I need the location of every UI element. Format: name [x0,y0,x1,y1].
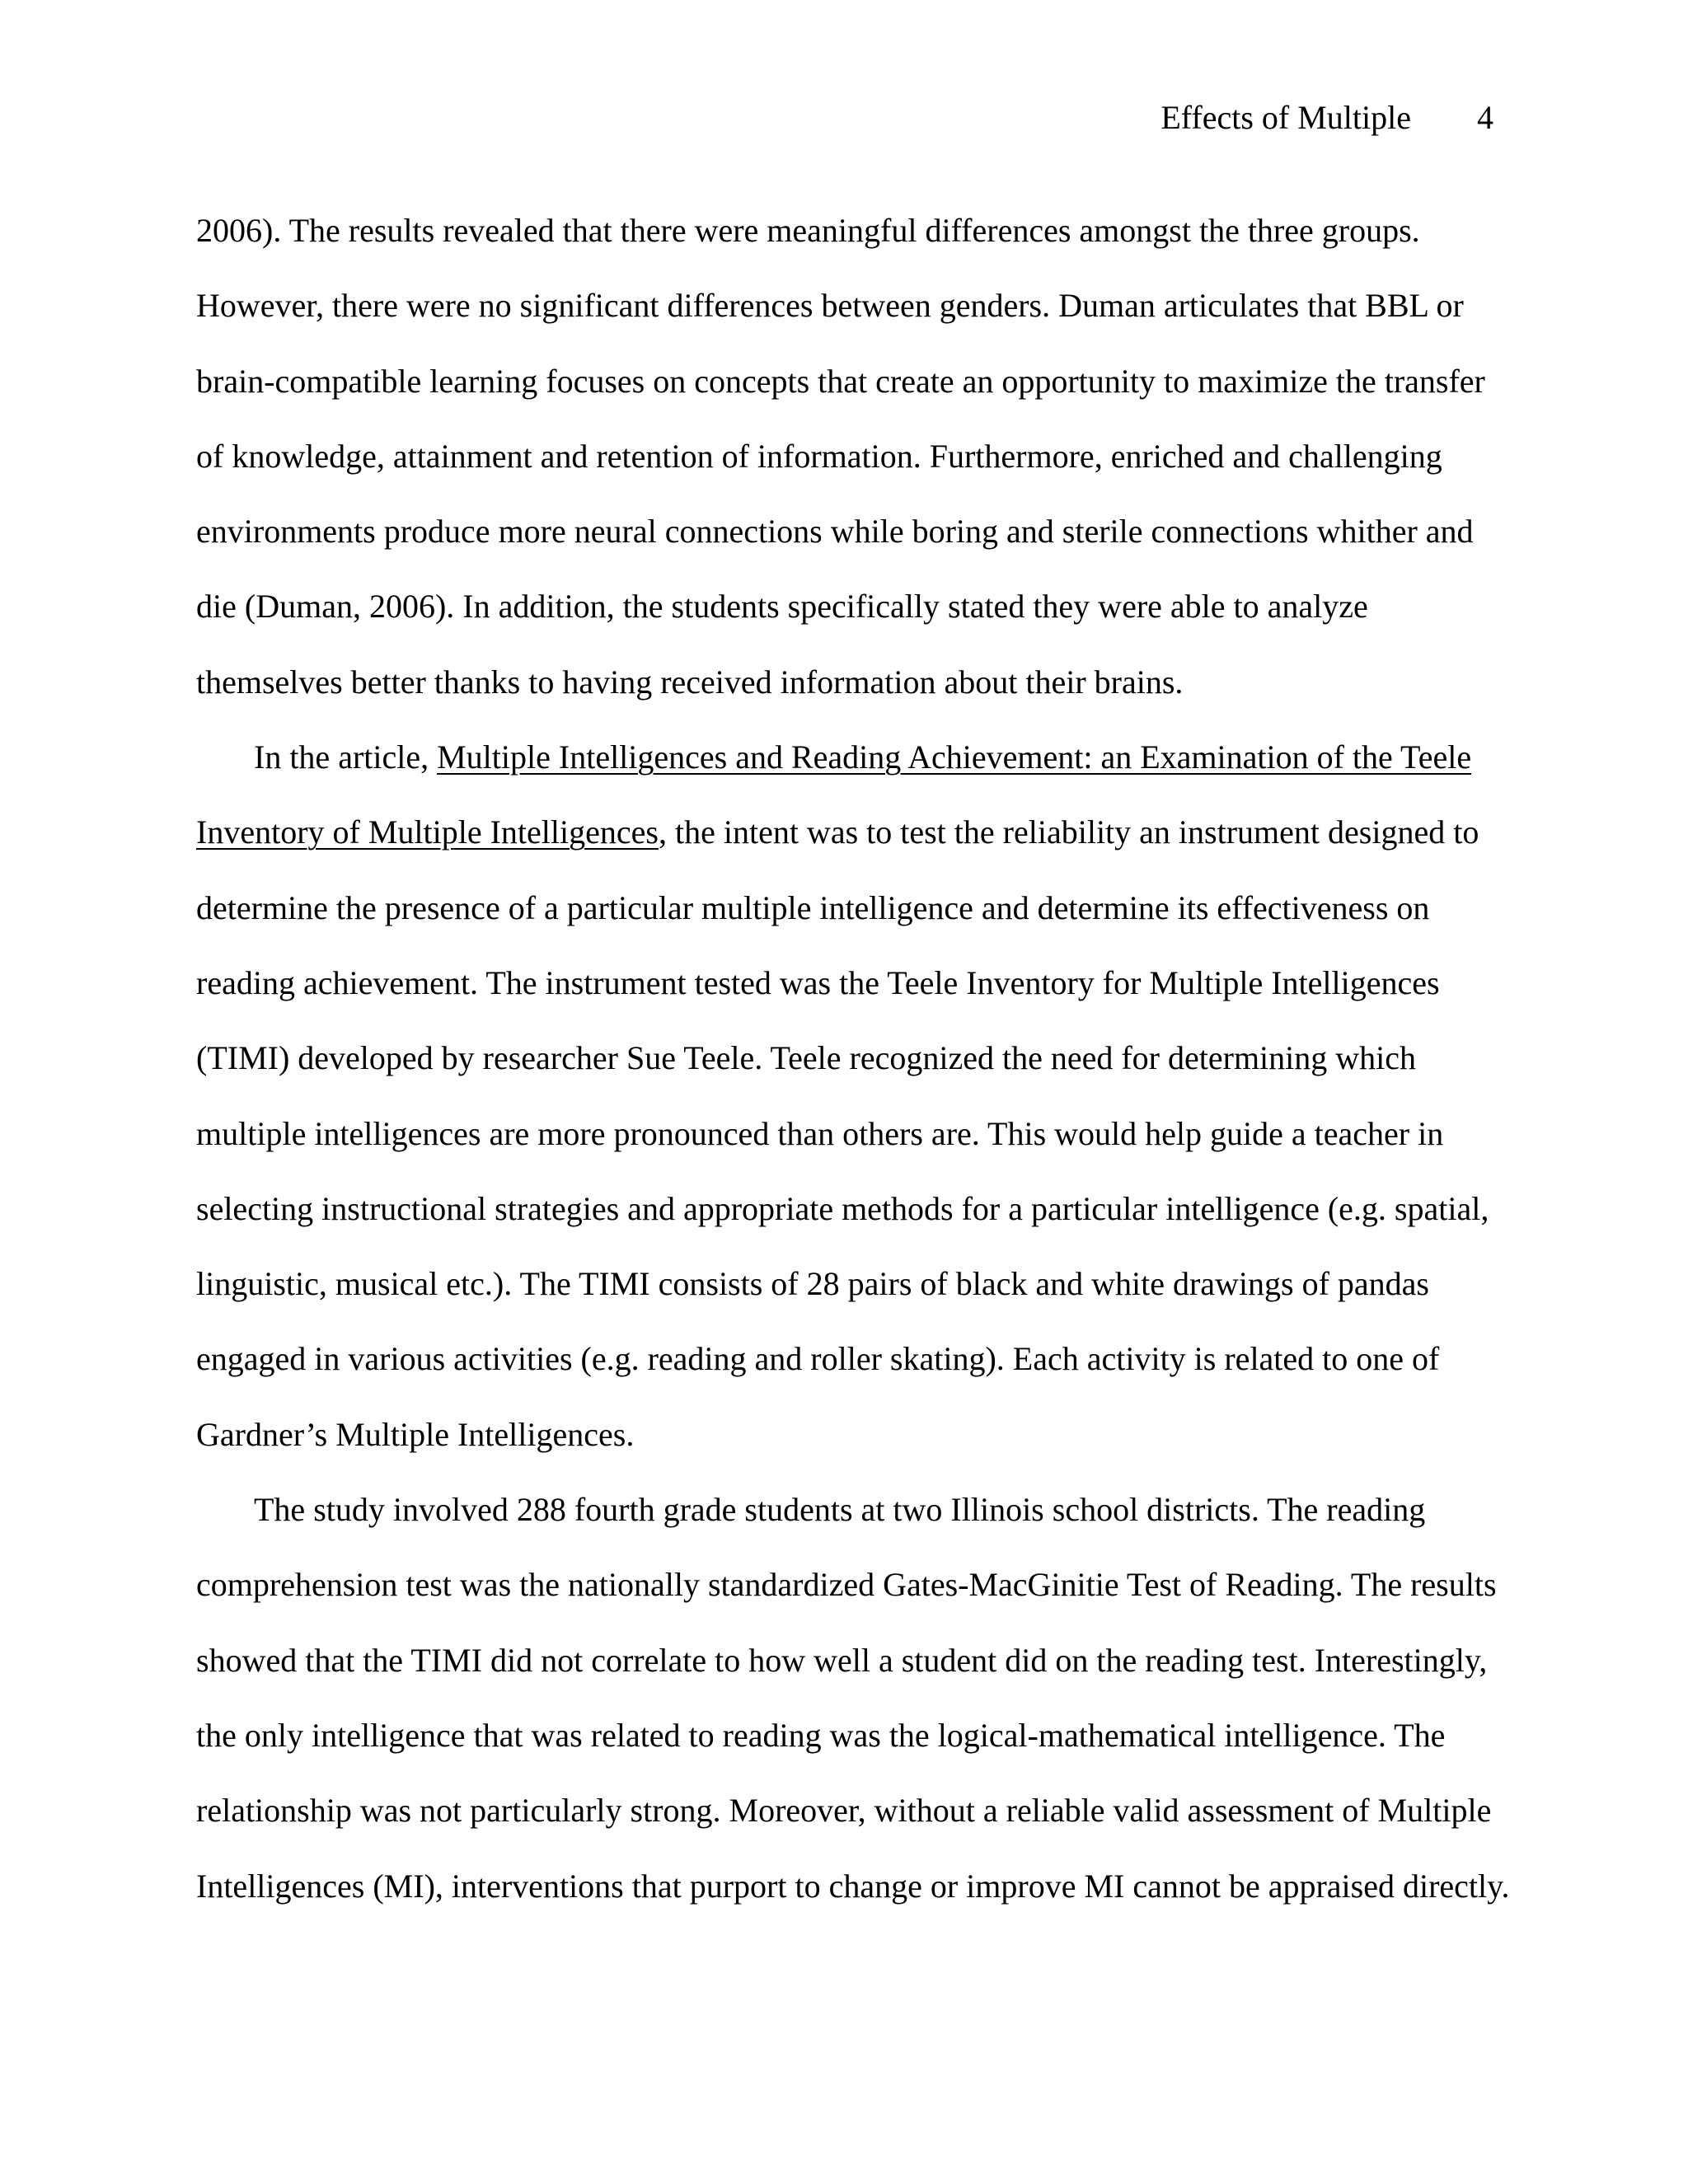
text-line: engaged in various activities (e.g. reading and roller skating). Each activity is related to one of [196,1340,1440,1378]
text-line: linguistic, musical etc.). The TIMI consists of 28 pairs of black and white drawings of pandas [196,1265,1429,1303]
text-line: of knowledge, attainment and retention of information. Furthermore, enriched and challenging [196,437,1442,475]
text-line: environments produce more neural connections while boring and sterile connections whither and [196,513,1474,551]
text-line [196,733,1500,808]
text-line: 2006). The results revealed that there were meaningful differences amongst the three groups. [196,212,1420,249]
text-line: themselves better thanks to having received information about their brains. [196,663,1184,701]
text-line: The study involved 288 fourth grade students at two Illinois school districts. The reading [254,1491,1426,1529]
text-line: reading achievement. The instrument tested was the Teele Inventory for Multiple Intelligences [196,963,1440,1001]
text-run: , the intent was to test the reliability an instrument designed to [658,813,1479,851]
text-line: selecting instructional strategies and appropriate methods for a particular intelligence (e.g. spatial, [196,1189,1489,1227]
article-title-continued: Inventory of Multiple Intelligences [196,813,659,851]
text-line: Gardner’s Multiple Intelligences. [196,1415,635,1453]
running-head-title: Effects of Multiple [1160,99,1411,136]
body-text [196,206,1510,1937]
page-number: 4 [1477,99,1493,136]
text-line: die (Duman, 2006). In addition, the students specifically stated they were able to analyze [196,588,1368,626]
running-head [1160,97,1493,138]
text-line: Intelligences (MI), interventions that purport to change or improve MI cannot be appraised directly. [196,1867,1510,1905]
text-line: (TIMI) developed by researcher Sue Teele. Teele recognized the need for determining which [196,1039,1417,1077]
text-line: brain-compatible learning focuses on concepts that create an opportunity to maximize the transfer [196,362,1485,400]
article-title: Multiple Intelligences and Reading Achievement: an Examination of the Teele [437,738,1472,776]
text-line: relationship was not particularly strong. Moreover, without a reliable valid assessment of Multiple [196,1792,1492,1830]
text-line: However, there were no significant differences between genders. Duman articulates that BBL or [196,287,1464,325]
text-run: In the article, [254,738,438,776]
text-line: determine the presence of a particular multiple intelligence and determine its effectiveness on [196,888,1430,926]
text-line: multiple intelligences are more pronounced than others are. This would help guide a teacher in [196,1114,1444,1152]
text-line: showed that the TIMI did not correlate to how well a student did on the reading test. Interestingly, [196,1641,1488,1679]
text-line: the only intelligence that was related to reading was the logical-mathematical intelligence. The [196,1716,1446,1754]
text-line: comprehension test was the nationally standardized Gates-MacGinitie Test of Reading. The results [196,1566,1497,1604]
text-line [196,808,1500,883]
